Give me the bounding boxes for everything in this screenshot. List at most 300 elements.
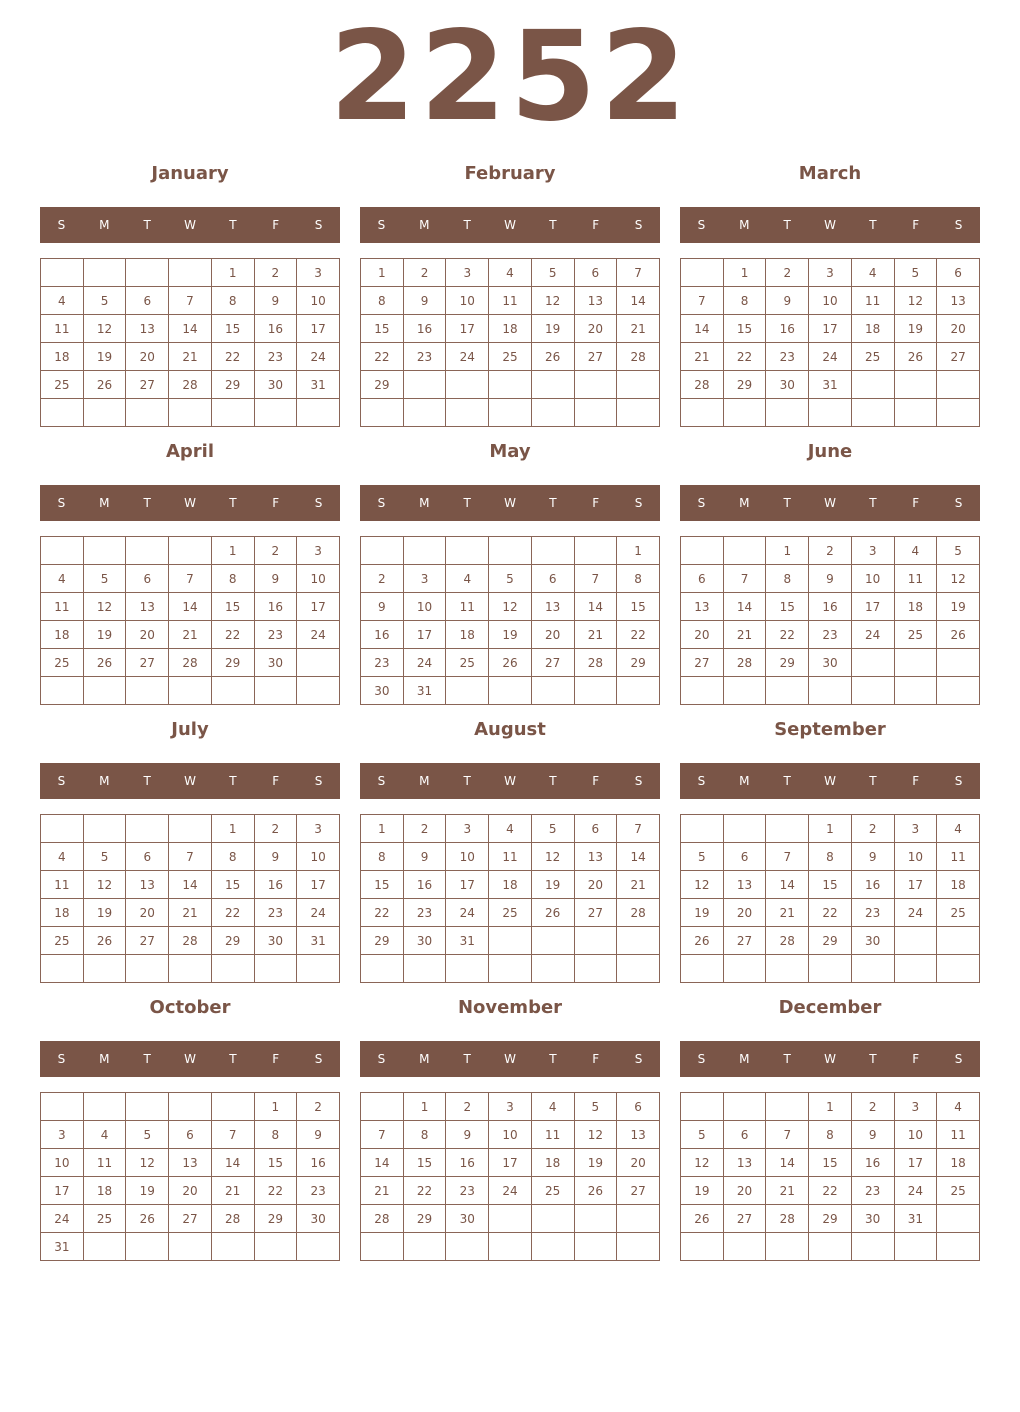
day-cell: 12 <box>126 1149 169 1177</box>
weekday-label: S <box>314 1052 323 1066</box>
empty-day-cell <box>681 815 724 843</box>
day-cell: 1 <box>211 815 254 843</box>
day-cell: 10 <box>446 843 489 871</box>
empty-day-cell <box>531 955 574 983</box>
day-cell: 18 <box>446 621 489 649</box>
day-cell: 8 <box>361 287 404 315</box>
day-cell: 2 <box>851 1093 894 1121</box>
weekday-label: T <box>549 218 557 232</box>
empty-day-cell <box>489 1205 532 1233</box>
day-cell: 1 <box>766 537 809 565</box>
day-cell: 14 <box>169 871 212 899</box>
day-cell: 2 <box>254 815 297 843</box>
weekday-label: W <box>504 218 516 232</box>
day-cell: 18 <box>894 593 937 621</box>
week-row <box>361 287 660 315</box>
day-cell: 19 <box>83 899 126 927</box>
day-cell: 10 <box>851 565 894 593</box>
day-cell: 25 <box>83 1205 126 1233</box>
empty-day-cell <box>723 537 766 565</box>
day-cell: 5 <box>531 259 574 287</box>
week-row <box>681 315 980 343</box>
week-row <box>681 1177 980 1205</box>
day-cell: 10 <box>41 1149 84 1177</box>
empty-day-cell <box>41 955 84 983</box>
week-row <box>681 371 980 399</box>
empty-day-cell <box>83 1233 126 1261</box>
day-cell: 20 <box>574 871 617 899</box>
day-cell: 5 <box>489 565 532 593</box>
empty-day-cell <box>681 1233 724 1261</box>
empty-day-cell <box>531 537 574 565</box>
week-row <box>361 1093 660 1121</box>
day-cell: 22 <box>809 899 852 927</box>
day-cell: 6 <box>574 815 617 843</box>
day-cell: 12 <box>681 1149 724 1177</box>
weekday-label: S <box>954 218 963 232</box>
day-cell: 11 <box>83 1149 126 1177</box>
empty-day-cell <box>489 371 532 399</box>
week-row <box>41 621 340 649</box>
day-cell: 26 <box>894 343 937 371</box>
day-cell: 20 <box>574 315 617 343</box>
day-cell: 1 <box>361 815 404 843</box>
weekday-label: S <box>377 496 386 510</box>
day-grid <box>360 814 660 983</box>
day-cell: 3 <box>851 537 894 565</box>
day-grid <box>680 536 980 705</box>
empty-day-cell <box>361 537 404 565</box>
empty-day-cell <box>851 955 894 983</box>
empty-day-cell <box>83 815 126 843</box>
day-cell: 30 <box>254 649 297 677</box>
week-row <box>681 621 980 649</box>
day-cell: 11 <box>851 287 894 315</box>
day-cell: 23 <box>766 343 809 371</box>
weekday-label: S <box>954 496 963 510</box>
day-cell: 4 <box>489 815 532 843</box>
weekday-label: T <box>143 496 151 510</box>
empty-day-cell <box>361 1233 404 1261</box>
day-cell: 6 <box>723 843 766 871</box>
week-row <box>361 899 660 927</box>
day-cell: 23 <box>809 621 852 649</box>
weekday-label: T <box>463 496 471 510</box>
empty-day-cell <box>531 677 574 705</box>
day-cell: 15 <box>361 315 404 343</box>
day-cell: 7 <box>169 565 212 593</box>
day-cell: 24 <box>41 1205 84 1233</box>
weekday-label: F <box>592 774 600 788</box>
weekday-header <box>40 763 340 799</box>
day-cell: 21 <box>617 871 660 899</box>
day-cell: 11 <box>41 871 84 899</box>
day-cell: 19 <box>83 621 126 649</box>
day-cell: 26 <box>681 927 724 955</box>
day-cell: 20 <box>723 1177 766 1205</box>
week-row <box>681 593 980 621</box>
day-cell: 1 <box>211 537 254 565</box>
day-cell: 19 <box>681 899 724 927</box>
month-april <box>40 440 340 708</box>
week-row <box>361 399 660 427</box>
day-grid <box>40 814 340 983</box>
week-row <box>41 871 340 899</box>
empty-day-cell <box>681 1093 724 1121</box>
empty-day-cell <box>723 677 766 705</box>
month-february <box>360 162 660 430</box>
day-cell: 9 <box>403 843 446 871</box>
weekday-label: F <box>592 1052 600 1066</box>
day-cell: 12 <box>531 287 574 315</box>
day-cell: 8 <box>766 565 809 593</box>
year-title: 2252 <box>329 5 691 149</box>
day-cell: 2 <box>403 259 446 287</box>
day-cell: 30 <box>254 927 297 955</box>
day-cell: 16 <box>361 621 404 649</box>
day-cell: 29 <box>211 927 254 955</box>
day-cell: 30 <box>809 649 852 677</box>
day-cell: 15 <box>766 593 809 621</box>
weekday-header <box>360 763 660 799</box>
day-cell: 15 <box>361 871 404 899</box>
weekday-label: S <box>634 1052 643 1066</box>
month-name: July <box>171 719 209 740</box>
day-cell: 7 <box>617 259 660 287</box>
day-cell: 29 <box>403 1205 446 1233</box>
empty-day-cell <box>766 677 809 705</box>
weekday-label: S <box>377 774 386 788</box>
day-grid <box>40 536 340 705</box>
day-cell: 9 <box>851 1121 894 1149</box>
empty-day-cell <box>83 955 126 983</box>
day-cell: 4 <box>41 287 84 315</box>
day-cell: 9 <box>361 593 404 621</box>
empty-day-cell <box>723 399 766 427</box>
day-cell: 2 <box>446 1093 489 1121</box>
day-cell: 28 <box>574 649 617 677</box>
day-cell: 5 <box>83 565 126 593</box>
day-cell: 8 <box>211 287 254 315</box>
day-cell: 9 <box>254 287 297 315</box>
day-cell: 17 <box>297 871 340 899</box>
week-row <box>41 371 340 399</box>
day-cell: 30 <box>766 371 809 399</box>
day-cell: 2 <box>361 565 404 593</box>
empty-day-cell <box>766 1233 809 1261</box>
empty-day-cell <box>403 371 446 399</box>
day-cell: 30 <box>361 677 404 705</box>
day-cell: 21 <box>361 1177 404 1205</box>
day-cell: 4 <box>894 537 937 565</box>
day-cell: 27 <box>126 927 169 955</box>
day-cell: 3 <box>446 815 489 843</box>
day-cell: 28 <box>211 1205 254 1233</box>
day-cell: 31 <box>41 1233 84 1261</box>
day-cell: 1 <box>403 1093 446 1121</box>
day-cell: 29 <box>723 371 766 399</box>
empty-day-cell <box>681 677 724 705</box>
day-cell: 13 <box>531 593 574 621</box>
day-cell: 14 <box>574 593 617 621</box>
day-cell: 10 <box>403 593 446 621</box>
empty-day-cell <box>574 1205 617 1233</box>
day-cell: 7 <box>169 843 212 871</box>
weekday-label: S <box>697 1052 706 1066</box>
empty-day-cell <box>446 537 489 565</box>
day-cell: 23 <box>254 899 297 927</box>
day-cell: 3 <box>489 1093 532 1121</box>
day-cell: 28 <box>169 371 212 399</box>
week-row <box>681 1093 980 1121</box>
day-cell: 3 <box>894 1093 937 1121</box>
day-cell: 7 <box>766 1121 809 1149</box>
day-cell: 29 <box>809 1205 852 1233</box>
weekday-label: T <box>143 1052 151 1066</box>
day-cell: 24 <box>809 343 852 371</box>
week-row <box>41 1121 340 1149</box>
empty-day-cell <box>41 815 84 843</box>
day-cell: 23 <box>361 649 404 677</box>
empty-day-cell <box>617 399 660 427</box>
day-cell: 28 <box>169 649 212 677</box>
weekday-label: F <box>592 218 600 232</box>
day-cell: 28 <box>617 343 660 371</box>
month-october <box>40 996 340 1264</box>
day-cell: 14 <box>766 1149 809 1177</box>
empty-day-cell <box>83 677 126 705</box>
day-cell: 26 <box>937 621 980 649</box>
day-cell: 11 <box>937 843 980 871</box>
month-name: August <box>474 719 546 740</box>
day-cell: 25 <box>41 927 84 955</box>
empty-day-cell <box>446 371 489 399</box>
week-row <box>361 955 660 983</box>
weekday-label: S <box>377 1052 386 1066</box>
empty-day-cell <box>126 677 169 705</box>
weekday-label: S <box>697 774 706 788</box>
day-cell: 18 <box>41 621 84 649</box>
weekday-label: S <box>314 218 323 232</box>
weekday-label: F <box>912 774 920 788</box>
empty-day-cell <box>723 1233 766 1261</box>
weekday-label: T <box>229 774 237 788</box>
day-cell: 6 <box>126 565 169 593</box>
empty-day-cell <box>361 399 404 427</box>
day-cell: 15 <box>211 871 254 899</box>
weekday-label: M <box>739 1052 750 1066</box>
day-cell: 27 <box>574 899 617 927</box>
day-cell: 2 <box>809 537 852 565</box>
day-cell: 24 <box>297 621 340 649</box>
weekday-label: S <box>634 774 643 788</box>
day-cell: 20 <box>126 343 169 371</box>
weekday-label: T <box>229 1052 237 1066</box>
day-cell: 26 <box>531 899 574 927</box>
day-cell: 12 <box>894 287 937 315</box>
empty-day-cell <box>574 677 617 705</box>
day-cell: 25 <box>894 621 937 649</box>
day-cell: 17 <box>297 315 340 343</box>
day-grid <box>360 536 660 705</box>
weekday-label: T <box>549 496 557 510</box>
empty-day-cell <box>937 927 980 955</box>
day-cell: 27 <box>937 343 980 371</box>
empty-day-cell <box>766 815 809 843</box>
month-december <box>680 996 980 1264</box>
week-row <box>681 287 980 315</box>
day-cell: 27 <box>723 927 766 955</box>
weekday-header <box>40 207 340 243</box>
week-row <box>41 537 340 565</box>
empty-day-cell <box>617 927 660 955</box>
day-cell: 6 <box>126 843 169 871</box>
week-row <box>681 955 980 983</box>
day-cell: 7 <box>574 565 617 593</box>
empty-day-cell <box>937 1233 980 1261</box>
weekday-label: F <box>272 218 280 232</box>
day-cell: 17 <box>41 1177 84 1205</box>
day-cell: 13 <box>937 287 980 315</box>
day-cell: 21 <box>574 621 617 649</box>
day-cell: 29 <box>254 1205 297 1233</box>
month-name: June <box>807 441 853 462</box>
day-cell: 4 <box>851 259 894 287</box>
week-row <box>41 815 340 843</box>
weekday-label: M <box>419 496 430 510</box>
empty-day-cell <box>254 677 297 705</box>
day-cell: 15 <box>211 315 254 343</box>
day-cell: 2 <box>766 259 809 287</box>
week-row <box>681 899 980 927</box>
day-cell: 1 <box>617 537 660 565</box>
empty-day-cell <box>169 1093 212 1121</box>
empty-day-cell <box>574 955 617 983</box>
day-cell: 23 <box>446 1177 489 1205</box>
empty-day-cell <box>681 537 724 565</box>
empty-day-cell <box>446 677 489 705</box>
weekday-label: M <box>99 774 110 788</box>
day-grid <box>680 1092 980 1261</box>
month-name: March <box>798 163 862 184</box>
day-cell: 25 <box>489 899 532 927</box>
day-cell: 5 <box>531 815 574 843</box>
week-row <box>361 1177 660 1205</box>
day-cell: 16 <box>809 593 852 621</box>
day-cell: 1 <box>809 815 852 843</box>
day-cell: 13 <box>126 593 169 621</box>
day-cell: 10 <box>894 843 937 871</box>
day-cell: 12 <box>83 871 126 899</box>
weekday-label: F <box>272 496 280 510</box>
weekday-label: T <box>869 218 877 232</box>
day-cell: 9 <box>403 287 446 315</box>
empty-day-cell <box>723 1093 766 1121</box>
day-cell: 21 <box>681 343 724 371</box>
day-cell: 3 <box>41 1121 84 1149</box>
day-cell: 29 <box>617 649 660 677</box>
empty-day-cell <box>83 1093 126 1121</box>
weekday-label: S <box>57 218 66 232</box>
day-cell: 18 <box>41 343 84 371</box>
week-row <box>681 649 980 677</box>
day-cell: 26 <box>489 649 532 677</box>
empty-day-cell <box>297 399 340 427</box>
weekday-label: T <box>229 496 237 510</box>
day-cell: 16 <box>446 1149 489 1177</box>
day-cell: 22 <box>211 899 254 927</box>
day-cell: 5 <box>681 1121 724 1149</box>
weekday-label: T <box>783 774 791 788</box>
day-cell: 23 <box>403 343 446 371</box>
day-cell: 17 <box>297 593 340 621</box>
empty-day-cell <box>489 1233 532 1261</box>
week-row <box>41 287 340 315</box>
day-cell: 17 <box>489 1149 532 1177</box>
empty-day-cell <box>211 1093 254 1121</box>
weekday-label: W <box>504 774 516 788</box>
empty-day-cell <box>41 399 84 427</box>
week-row <box>41 399 340 427</box>
empty-day-cell <box>937 955 980 983</box>
day-grid <box>680 814 980 983</box>
empty-day-cell <box>83 537 126 565</box>
day-cell: 20 <box>937 315 980 343</box>
week-row <box>361 1149 660 1177</box>
day-cell: 28 <box>169 927 212 955</box>
empty-day-cell <box>574 1233 617 1261</box>
week-row <box>41 1205 340 1233</box>
week-row <box>41 843 340 871</box>
weekday-label: F <box>592 496 600 510</box>
day-cell: 10 <box>297 565 340 593</box>
day-cell: 13 <box>126 315 169 343</box>
weekday-label: S <box>634 218 643 232</box>
empty-day-cell <box>403 1233 446 1261</box>
day-cell: 26 <box>83 649 126 677</box>
empty-day-cell <box>211 399 254 427</box>
day-cell: 21 <box>766 899 809 927</box>
weekday-header <box>680 485 980 521</box>
day-grid <box>40 1092 340 1261</box>
empty-day-cell <box>851 399 894 427</box>
day-cell: 25 <box>41 649 84 677</box>
day-cell: 3 <box>894 815 937 843</box>
weekday-header <box>680 763 980 799</box>
day-cell: 20 <box>681 621 724 649</box>
weekday-header <box>360 485 660 521</box>
day-cell: 29 <box>211 371 254 399</box>
empty-day-cell <box>254 399 297 427</box>
day-cell: 2 <box>297 1093 340 1121</box>
week-row <box>41 1233 340 1261</box>
day-cell: 5 <box>894 259 937 287</box>
weekday-label: S <box>954 1052 963 1066</box>
empty-day-cell <box>41 677 84 705</box>
weekday-label: T <box>143 774 151 788</box>
day-cell: 27 <box>723 1205 766 1233</box>
week-row <box>361 343 660 371</box>
day-cell: 7 <box>681 287 724 315</box>
weekday-label: W <box>504 496 516 510</box>
weekday-label: W <box>824 1052 836 1066</box>
day-cell: 17 <box>894 871 937 899</box>
day-cell: 19 <box>574 1149 617 1177</box>
weekday-label: S <box>697 218 706 232</box>
day-cell: 27 <box>681 649 724 677</box>
empty-day-cell <box>211 955 254 983</box>
day-cell: 4 <box>937 815 980 843</box>
